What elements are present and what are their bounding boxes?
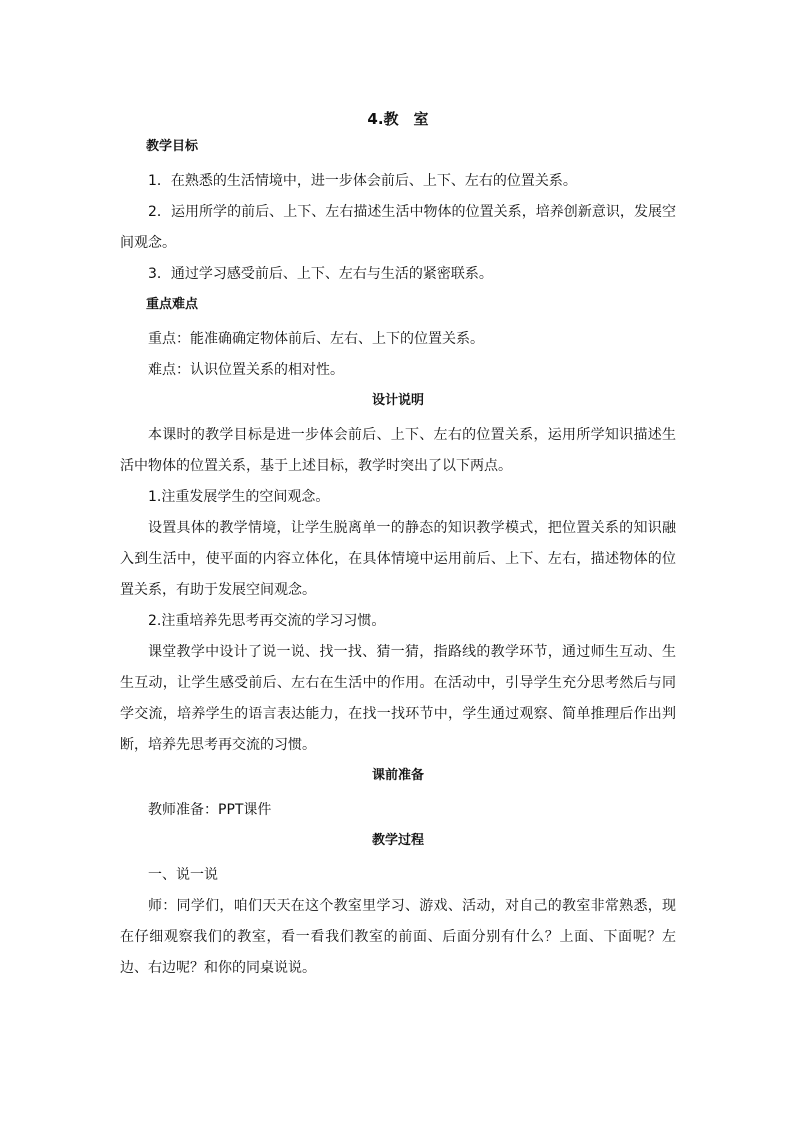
difficult-point: 难点：认识位置关系的相对性。 — [148, 362, 344, 378]
step1-title: 一、说一说 — [148, 867, 218, 883]
design-heading: 设计说明 — [371, 393, 424, 408]
objective-2: 2．运用所学的前后、上下、左右描述生活中物体的位置关系，培养创新意识，发展空间观念。 — [120, 204, 676, 251]
key-difficult-heading: 重点难点 — [146, 297, 199, 312]
point1-text: 设置具体的教学情境，让学生脱离单一的静态的知识教学模式，把位置关系的知识融入到生活中，使平面的内容立体化，在具体情境中运用前后、上下、左右，描述物体的位置关系，有助于发展空间观念。 — [120, 520, 676, 598]
design-intro: 本课时的教学目标是进一步体会前后、上下、左右的位置关系，运用所学知识描述生活中物体的位置关系，基于上述目标，教学时突出了以下两点。 — [120, 427, 676, 474]
document-body — [120, 108, 676, 984]
lesson-title: 4.教 室 — [367, 110, 429, 128]
prep-text: 教师准备：PPT课件 — [148, 802, 272, 818]
process-heading: 教学过程 — [371, 833, 424, 848]
point1-title: 1.注重发展学生的空间观念。 — [148, 489, 330, 505]
objectives-heading: 教学目标 — [146, 139, 199, 154]
objective-1: 1．在熟悉的生活情境中，进一步体会前后、上下、左右的位置关系。 — [148, 173, 577, 189]
point2-text: 课堂教学中设计了说一说、找一找、猜一猜，指路线的教学环节，通过师生互动、生生互动，让学生感受前后、左右在生活中的作用。在活动中，引导学生充分思考然后与同学交流，培养学生的语言表达能力，在找一找环节中，学生通过观察、简单推理后作出判断，培养先思考再交流的习惯。 — [120, 644, 676, 753]
step1-text: 师：同学们，咱们天天在这个教室里学习、游戏、活动，对自己的教室非常熟悉，现在仔细观察我们的教室，看一看我们教室的前面、后面分别有什么？上面、下面呢？左边、右边呢？和你的同桌说说。 — [120, 898, 676, 976]
objective-3: 3．通过学习感受前后、上下、左右与生活的紧密联系。 — [148, 266, 493, 282]
point2-title: 2.注重培养先思考再交流的学习习惯。 — [148, 613, 386, 629]
key-point: 重点：能准确确定物体前后、左右、上下的位置关系。 — [148, 331, 484, 347]
prep-heading: 课前准备 — [371, 768, 424, 783]
